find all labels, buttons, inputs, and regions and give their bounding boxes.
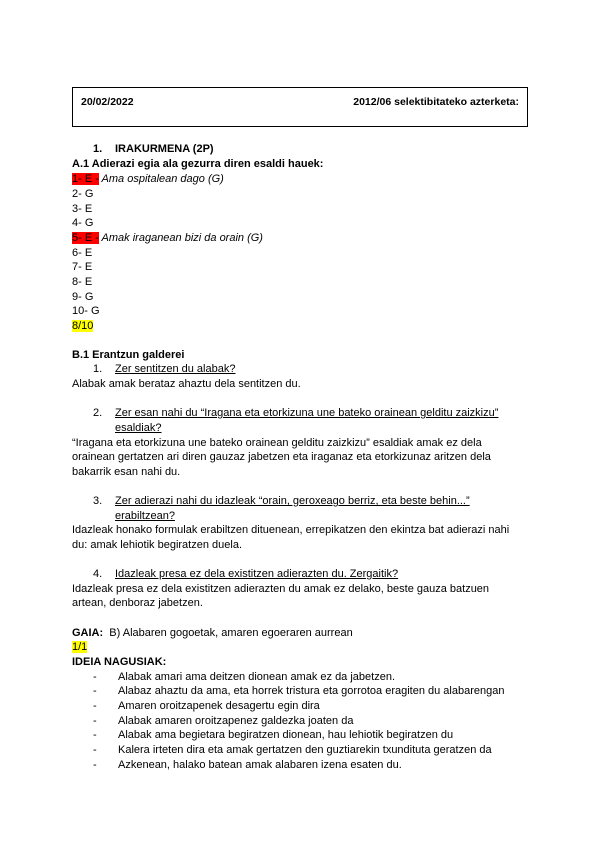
ideia-item: - Amaren oroitzapenek desagertu egin dira [93, 700, 320, 712]
a1-item: 9- G [72, 291, 94, 303]
ideia-item: - Alabak amari ama deitzen dionean amak ez da jabetzen. [93, 671, 396, 683]
a1-item: 2- G [72, 188, 94, 200]
a1-item: 7- E [72, 261, 93, 273]
b1-title: B.1 Erantzun galderei [72, 349, 185, 361]
a1-item: 8- E [72, 276, 93, 288]
answer-2-line: “Iragana eta etorkizuna une bateko orainean gelditu zaizkizu” esaldiak amak ez dela [72, 437, 482, 449]
answer-2-line: orainean gertatzen ari diren gauzaz jabetzen eta iraganaz eta etorkizunaz aritzen dela [72, 451, 491, 463]
answer-1: Alabak amak berataz ahaztu dela sentitzen du. [72, 378, 301, 390]
header-date: 20/02/2022 [81, 96, 134, 108]
gaia-line: GAIA: B) Alabaren gogoetak, amaren egoeraren aurrean [72, 627, 353, 639]
question-1: 1. Zer sentitzen du alabak? [93, 363, 236, 375]
ideia-title: IDEIA NAGUSIAK: [72, 656, 167, 668]
ideia-item: - Alabaz ahaztu da ama, eta horrek tristura eta gorrotoa eragiten du alabarengan [93, 685, 505, 697]
a1-item: 1- E - Ama ospitalean dago (G) [72, 173, 224, 185]
answer-4-line: artean, denboraz jabetzen. [72, 597, 203, 609]
a1-item: 5- E - Amak iraganean bizi da orain (G) [72, 232, 263, 244]
gaia-score: 1/1 [72, 641, 88, 653]
a1-item: 3- E [72, 203, 93, 215]
question-2-cont: esaldiak? [115, 422, 162, 434]
ideia-item: - Azkenean, halako batean amak alabaren izena esaten du. [93, 759, 402, 771]
question-3-cont: erabiltzean? [115, 510, 175, 522]
ideia-item: - Alabak amaren oroitzapenez galdezka joaten da [93, 715, 354, 727]
ideia-item: - Alabak ama begietara begiratzen dionean, hau lehiotik begiratzen du [93, 729, 454, 741]
question-2: 2. Zer esan nahi du “Iragana eta etorkizuna une bateko orainean gelditu zaizkizu” [93, 407, 499, 419]
section-heading: 1. IRAKURMENA (2P) [93, 143, 214, 155]
a1-item: 4- G [72, 217, 94, 229]
a1-item: 10- G [72, 305, 100, 317]
answer-4-line: Idazleak presa ez dela existitzen adierazten du amak ez delako, beste gauza batzuen [72, 583, 490, 595]
ideia-item: - Kalera irteten dira eta amak gertatzen den guztiarekin txundituta geratzen da [93, 744, 492, 756]
answer-2-line: bakarrik esan nahi du. [72, 466, 181, 478]
a1-score: 8/10 [72, 320, 94, 332]
answer-3-line: Idazleak honako formulak erabiltzen dituenean, errepikatzen den ekintza bat adierazi nahi [72, 524, 510, 536]
a1-title: A.1 Adierazi egia ala gezurra diren esaldi hauek: [72, 158, 324, 170]
header-box [72, 87, 528, 127]
header-title: 2012/06 selektibitateko azterketa: [353, 96, 519, 108]
answer-3-line: du: amak lehiotik begiratzen duela. [72, 539, 242, 551]
question-3: 3. Zer adierazi nahi du idazleak “orain, geroxeago berriz, eta beste behin...” [93, 495, 470, 507]
question-4: 4. Idazleak presa ez dela existitzen adierazten du. Zergaitik? [93, 568, 399, 580]
a1-item: 6- E [72, 247, 93, 259]
